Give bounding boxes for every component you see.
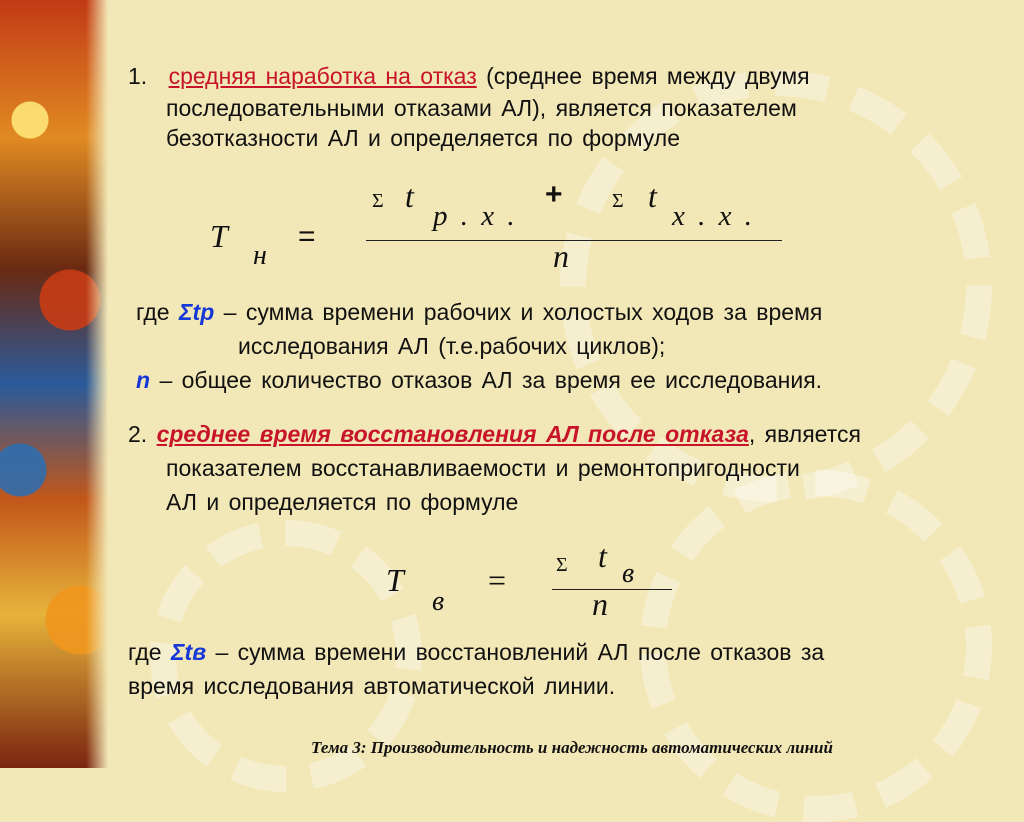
formula2-fraction-line bbox=[552, 589, 672, 590]
def1-symbol: Σtр bbox=[178, 299, 215, 325]
formula2-equals: = bbox=[488, 562, 507, 598]
def1-text1: – сумма времени рабочих и холостых ходов за время bbox=[214, 299, 823, 325]
formula1-T-sub: н bbox=[253, 240, 267, 271]
item1-line2: последовательными отказами АЛ), является показателем bbox=[166, 95, 797, 121]
formula1-fraction-line bbox=[366, 240, 782, 241]
item1-line1 bbox=[128, 60, 810, 92]
item1-number: 1. bbox=[128, 63, 148, 89]
def2-where: где bbox=[128, 639, 162, 665]
formula1-plus: + bbox=[545, 178, 563, 211]
item2-term: среднее время восстановления АЛ после отказа bbox=[156, 421, 749, 447]
item2-line3: АЛ и определяется по формуле bbox=[166, 489, 519, 515]
item1-line3: безотказности АЛ и определяется по формуле bbox=[166, 125, 681, 151]
formula1-denominator: n bbox=[553, 238, 569, 274]
item1-term: средняя наработка на отказ bbox=[168, 63, 477, 89]
formula2-sigma: Σ bbox=[556, 554, 568, 576]
item2-line2: показателем восстанавливаемости и ремонтопригодности bbox=[166, 455, 800, 481]
formula2-T: T bbox=[386, 562, 404, 598]
formula2-t-sub: в bbox=[622, 558, 635, 589]
def2-line1 bbox=[128, 636, 824, 668]
formula1-t1-sub: р . х . bbox=[433, 200, 518, 232]
slide-footer: Тема 3: Производительность и надежность автоматических линий bbox=[311, 738, 833, 757]
item2-line1 bbox=[128, 418, 861, 450]
formula1-equals: = bbox=[298, 220, 316, 253]
def2-line2: время исследования автоматической линии. bbox=[128, 673, 616, 699]
formula1-T: T bbox=[210, 218, 228, 254]
def1-line2: исследования АЛ (т.е.рабочих циклов); bbox=[238, 333, 666, 359]
def1-line3 bbox=[136, 364, 822, 396]
formula2-t: t bbox=[598, 538, 607, 574]
formula1-sigma2: Σ bbox=[612, 190, 624, 212]
formula1-sigma1: Σ bbox=[372, 190, 384, 212]
item1-text: (среднее время между двумя bbox=[476, 63, 810, 89]
formula1-t2-sub: х . х . bbox=[672, 200, 755, 232]
def1-n-text: – общее количество отказов АЛ за время ее исследования. bbox=[150, 367, 823, 393]
formula2-T-sub: в bbox=[432, 586, 445, 617]
def1-where: где bbox=[136, 299, 170, 325]
def1-line1 bbox=[136, 296, 822, 328]
decorative-left-strip bbox=[0, 0, 108, 768]
item2-text: , является bbox=[748, 421, 861, 447]
formula2-denominator: n bbox=[592, 586, 608, 622]
formula1-t1: t bbox=[405, 178, 414, 214]
item2-number: 2. bbox=[128, 421, 157, 447]
def2-text1: – сумма времени восстановлений АЛ после отказов за bbox=[206, 639, 825, 665]
def2-symbol: Σtв bbox=[170, 639, 207, 665]
def1-n-symbol: n bbox=[136, 367, 151, 393]
formula1-t2: t bbox=[648, 178, 657, 214]
